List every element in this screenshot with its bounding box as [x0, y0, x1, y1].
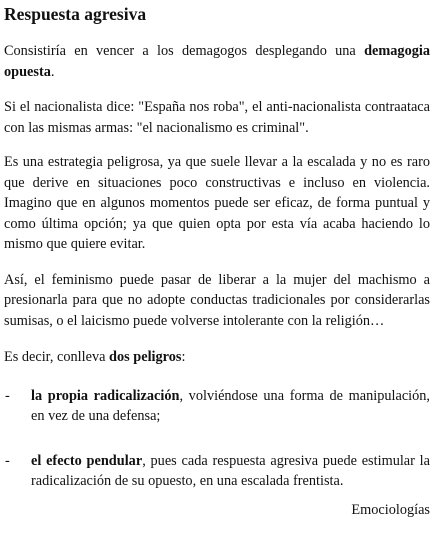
list-dash: - [5, 452, 10, 469]
paragraph-definition [4, 41, 430, 82]
list-item [4, 451, 430, 492]
paragraph-consequences: Así, el feminismo puede pasar de liberar a la mujer del machismo a presionarla para que no adopte conductas tradicionales por considerarlas sumisas, o el laicismo puede volverse intolerante con la religión… [4, 271, 430, 329]
source-credit: Emociologías [351, 501, 430, 518]
paragraph-summary-end: : [181, 349, 186, 365]
list-dash: - [5, 387, 10, 404]
list-item-text: , volviéndose una forma de manipulación, en vez de una defensa; [31, 387, 431, 424]
paragraph-summary-bold: dos peligros [109, 349, 182, 365]
list-item-text: , pues cada respuesta agresiva puede estimular la radicalización de su opuesto, en una escalada frentista. [31, 452, 431, 489]
list-item [4, 386, 430, 427]
paragraph-example: Si el nacionalista dice: "España nos roba", el anti-nacionalista contraataca con las mismas armas: "el nacionalismo es criminal". [4, 99, 430, 136]
list-item-bold: la propia radicalización [31, 387, 180, 404]
paragraph-summary [4, 347, 430, 368]
page-title: Respuesta agresiva [4, 4, 147, 24]
paragraph-definition-bold: demagogia opuesta [4, 43, 430, 80]
paragraph-definition-text: Consistiría en vencer a los demagogos desplegando una [4, 43, 365, 59]
paragraph-definition-end: . [50, 63, 55, 80]
list-item-bold: el efecto pendular [31, 452, 143, 469]
paragraph-summary-text: Es decir, conlleva [4, 349, 110, 365]
paragraph-risk: Es una estrategia peligrosa, ya que suele llevar a la escalada y no es raro que derive en situaciones poco constructivas e incluso en violencia. Imagino que en algunos momentos puede ser eficaz, de forma puntual y como última opción; ya que quien opta por esta vía acaba haciendo lo mismo que quiere evitar. [4, 154, 430, 252]
dangers-list [4, 386, 430, 492]
document [4, 0, 430, 520]
